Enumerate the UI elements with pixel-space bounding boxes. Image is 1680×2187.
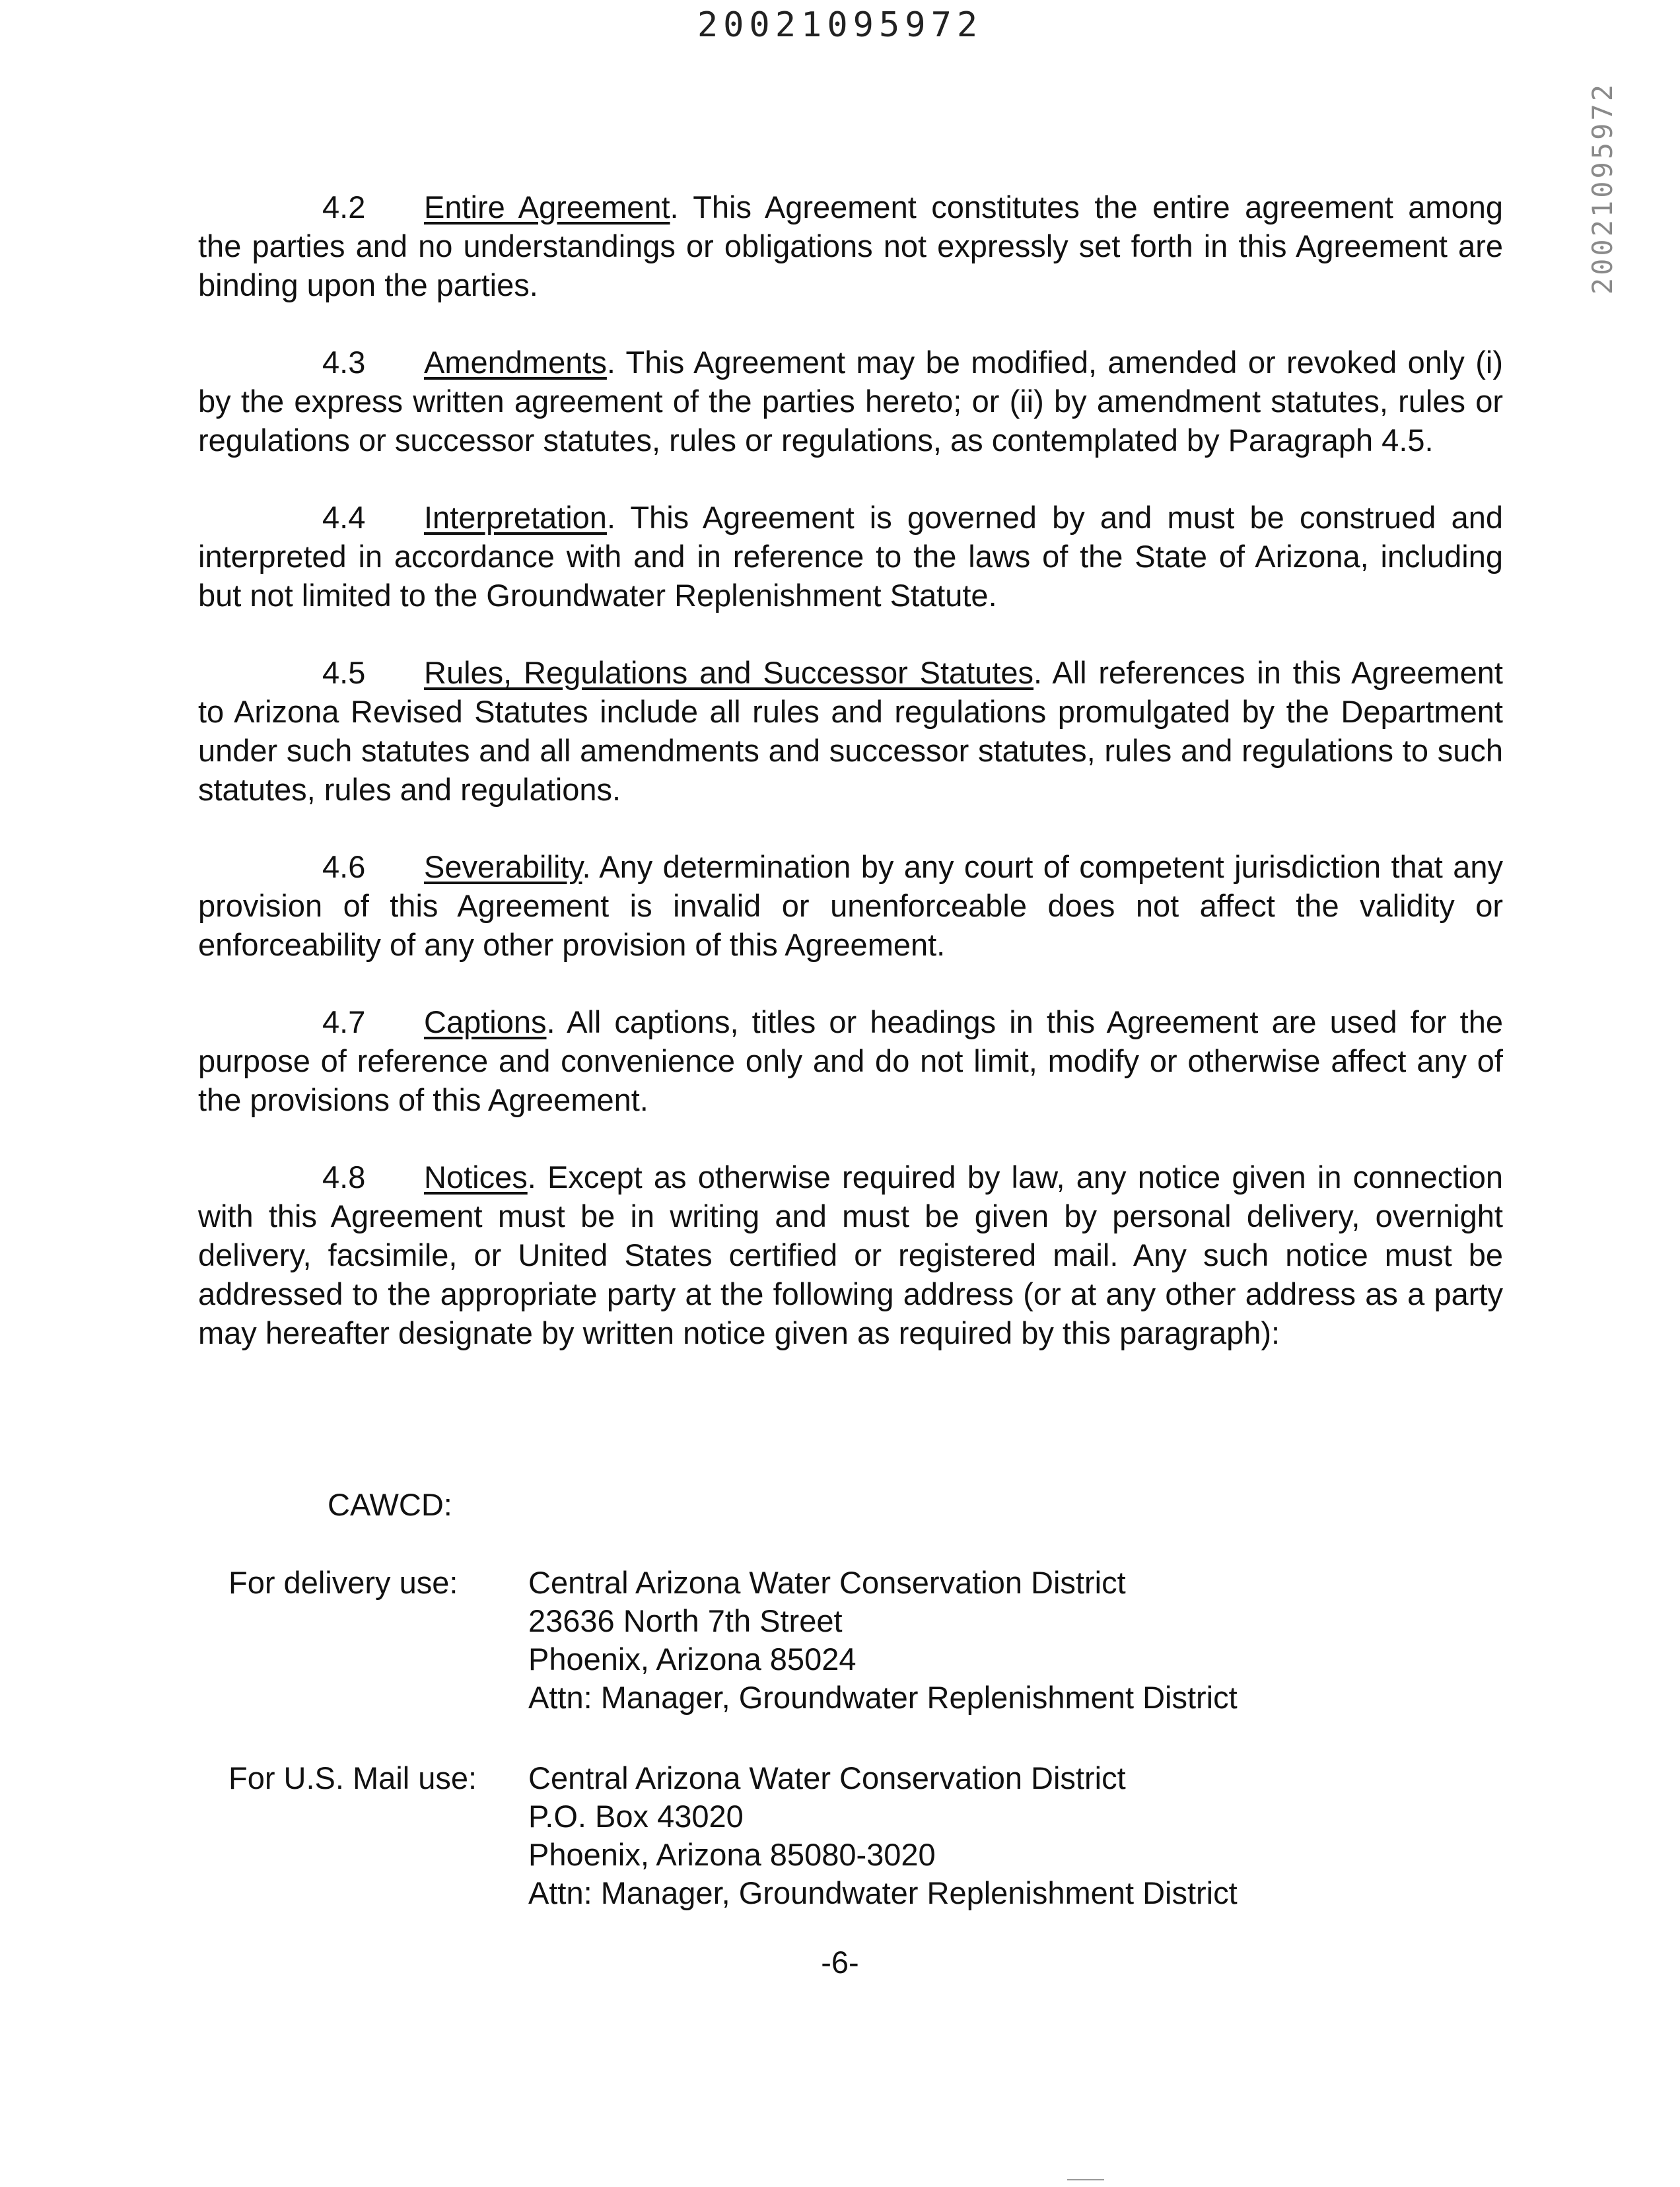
notice-addresses: [198, 1486, 1503, 1955]
section-text: . Any determination by any court of competent jurisdiction that any provision of this Agreement is invalid or unenforceable does not affect the validity or enforceability of any other provision of this Agreement.: [198, 849, 1503, 962]
section-4-6: [198, 847, 1503, 964]
section-4-5: [198, 653, 1503, 809]
section-4-3: [198, 343, 1503, 460]
agreement-body: [198, 188, 1503, 1391]
section-4-2: [198, 188, 1503, 304]
address-line: Phoenix, Arizona 85024: [528, 1642, 857, 1677]
address-line: Central Arizona Water Conservation District: [528, 1565, 1126, 1600]
section-number: 4.4: [322, 500, 366, 535]
address-lines: [528, 1564, 1238, 1717]
section-text: . This Agreement may be modified, amended or revoked only (i) by the express written agreement of the parties hereto; or (ii) by amendment statutes, rules or regulations or successor statutes, rules or regulations, as contemplated by Paragraph 4.5.: [198, 345, 1503, 458]
section-number: 4.8: [322, 1160, 366, 1195]
address-label: For delivery use:: [228, 1565, 458, 1600]
delivery-address: [228, 1564, 1503, 1717]
scan-artifact: [1067, 2179, 1104, 2180]
section-number: 4.2: [322, 190, 366, 225]
section-heading: Entire Agreement: [424, 190, 670, 225]
address-label: For U.S. Mail use:: [228, 1760, 477, 1795]
address-line: Central Arizona Water Conservation District: [528, 1760, 1126, 1795]
section-text: . This Agreement constitutes the entire agreement among the parties and no understandings or obligations not expressly set forth in this Agreement are binding upon the parties.: [198, 190, 1503, 302]
section-4-8: [198, 1158, 1503, 1352]
section-heading: Rules, Regulations and Successor Statutes: [424, 655, 1034, 690]
section-text: . This Agreement is governed by and must be construed and interpreted in accordance with and in reference to the laws of the State of Arizona, including but not limited to the Groundwater Replenishment Statute.: [198, 500, 1503, 613]
section-number: 4.6: [322, 849, 366, 884]
side-stamp-text: 20021095972: [1586, 82, 1619, 295]
section-heading: Captions: [424, 1004, 547, 1039]
party-label: CAWCD:: [328, 1487, 452, 1522]
section-4-7: [198, 1002, 1503, 1119]
section-text: . All references in this Agreement to Arizona Revised Statutes include all rules and regulations promulgated by the Department under such statutes and all amendments and successor statutes, rules and regulations to such statutes, rules and regulations.: [198, 655, 1503, 807]
address-line: 23636 North 7th Street: [528, 1603, 843, 1638]
mail-address: [228, 1759, 1503, 1912]
document-number: 20021095972: [697, 5, 983, 45]
section-heading: Notices: [424, 1160, 528, 1195]
address-line: Attn: Manager, Groundwater Replenishment District: [528, 1680, 1238, 1715]
side-stamp: [1581, 82, 1623, 300]
page-number: -6-: [821, 1945, 859, 1980]
section-heading: Interpretation: [424, 500, 607, 535]
address-line: Attn: Manager, Groundwater Replenishment District: [528, 1875, 1238, 1910]
address-line: P.O. Box 43020: [528, 1799, 744, 1834]
section-number: 4.5: [322, 655, 366, 690]
section-4-4: [198, 498, 1503, 615]
address-line: Phoenix, Arizona 85080-3020: [528, 1837, 936, 1872]
section-text: . Except as otherwise required by law, any notice given in connection with this Agreement must be in writing and must be given by personal delivery, overnight delivery, facsimile, or United States certified or registered mail. Any such notice must be addressed to the appropriate party at the following address (or at any other address as a party may hereafter designate by written notice given as required by this paragraph):: [198, 1160, 1503, 1350]
section-number: 4.3: [322, 345, 366, 380]
section-text: . All captions, titles or headings in this Agreement are used for the purpose of reference and convenience only and do not limit, modify or otherwise affect any of the provisions of this Agreement.: [198, 1004, 1503, 1117]
section-heading: Severability: [424, 849, 582, 884]
section-heading: Amendments: [424, 345, 607, 380]
address-lines: [528, 1759, 1238, 1912]
section-number: 4.7: [322, 1004, 366, 1039]
